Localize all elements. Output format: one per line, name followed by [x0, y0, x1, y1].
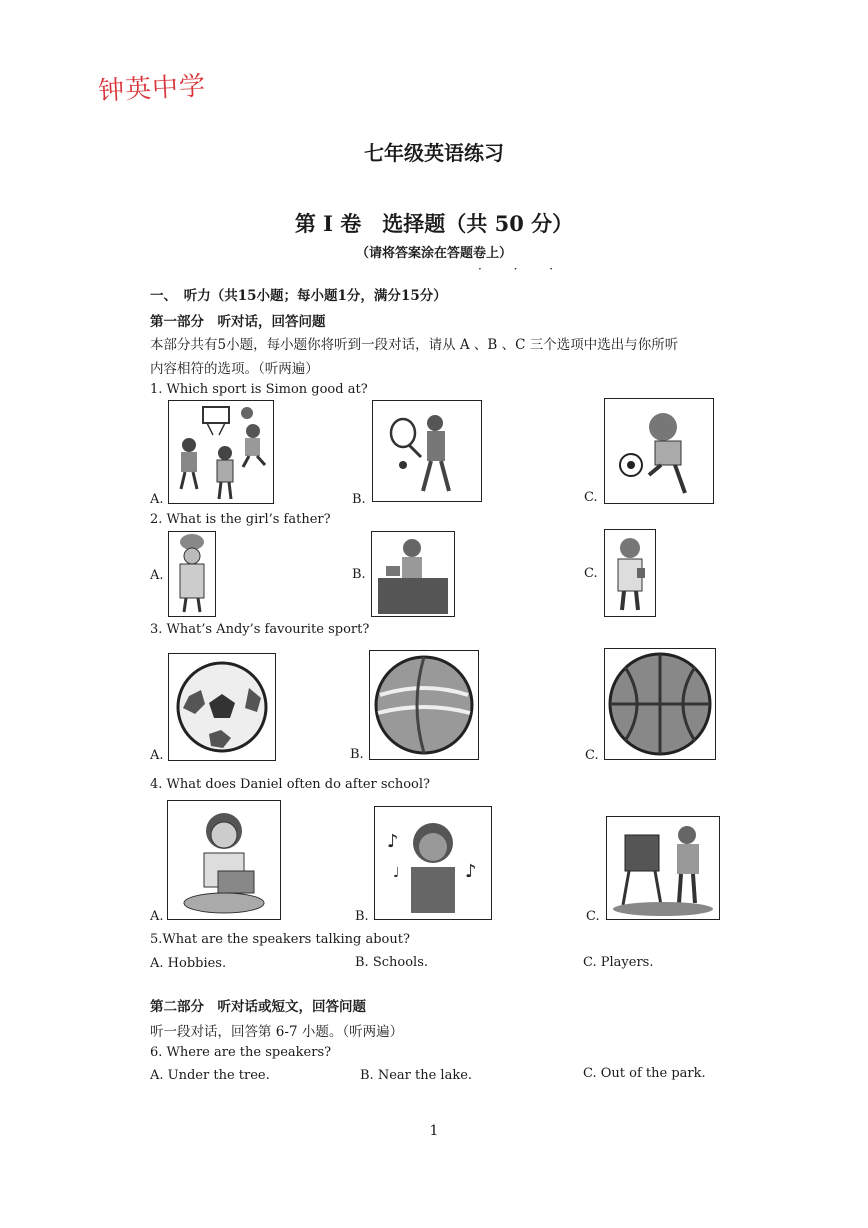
football-player-picture — [604, 398, 714, 504]
volleyball-picture — [369, 650, 479, 760]
cook-picture — [168, 531, 216, 617]
listening-heading: 一、 听力（共15小题；每小题1分，满分15分） — [150, 288, 447, 304]
part2-instruction: 听一段对话，回答第 6-7 小题。（听两遍） — [150, 1024, 404, 1040]
q1-option-b-label: B. — [352, 492, 366, 507]
school-name-handwritten: 钟英中学 — [97, 71, 207, 107]
q1-option-c-label: C. — [584, 490, 598, 505]
part1-subheading: 第一部分 听对话，回答问题 — [150, 314, 326, 330]
teacher-picture — [371, 531, 455, 617]
question-1: 1. Which sport is Simon good at? — [150, 382, 368, 397]
question-5: 5.What are the speakers talking about? — [150, 932, 410, 947]
question-6: 6. Where are the speakers? — [150, 1045, 332, 1060]
emphasis-dots: · · · — [478, 262, 568, 276]
section-note: （请将答案涂在答题卷上） — [355, 246, 512, 261]
q3-option-c-label: C. — [585, 748, 599, 763]
question-3: 3. What’s Andy’s favourite sport? — [150, 622, 370, 637]
tennis-player-picture — [372, 400, 482, 502]
boy-painting-picture — [606, 816, 720, 920]
q4-option-a-label: A. — [150, 909, 164, 924]
q5-option-c: C. Players. — [583, 955, 654, 970]
football-picture — [168, 653, 276, 761]
q6-option-b: B. Near the lake. — [360, 1068, 473, 1083]
q4-option-c-label: C. — [586, 909, 600, 924]
svg-text:♪: ♪ — [465, 861, 477, 882]
q5-option-b: B. Schools. — [355, 955, 428, 970]
q6-option-a: A. Under the tree. — [150, 1068, 270, 1083]
q2-option-b-label: B. — [352, 567, 366, 582]
svg-text:♪: ♪ — [387, 831, 399, 852]
question-4: 4. What does Daniel often do after school? — [150, 777, 430, 792]
basketball-players-picture — [168, 400, 274, 504]
q6-option-c: C. Out of the park. — [583, 1066, 706, 1081]
q1-option-a-label: A. — [150, 492, 164, 507]
q4-option-b-label: B. — [355, 909, 369, 924]
q3-option-a-label: A. — [150, 748, 164, 763]
part2-subheading: 第二部分 听对话或短文，回答问题 — [150, 999, 366, 1015]
q2-option-a-label: A. — [150, 568, 164, 583]
instruction-line-2: 内容相符的选项。（听两遍） — [150, 361, 319, 377]
basketball-picture — [604, 648, 716, 760]
girl-listening-music-picture — [374, 806, 492, 920]
q5-option-a: A. Hobbies. — [150, 956, 227, 971]
svg-text:♩: ♩ — [393, 865, 400, 881]
page-number: 1 — [429, 1123, 439, 1139]
doctor-picture — [604, 529, 656, 617]
q3-option-b-label: B. — [350, 747, 364, 762]
q2-option-c-label: C. — [584, 566, 598, 581]
instruction-line-1: 本部分共有5小题，每小题你将听到一段对话，请从 A 、B 、C 三个选项中选出与你所听 — [150, 337, 679, 353]
page-title: 七年级英语练习 — [364, 141, 504, 165]
question-2: 2. What is the girl’s father? — [150, 512, 331, 527]
boy-reading-picture — [167, 800, 281, 920]
section-title: 第 I 卷 选择题（共 50 分） — [294, 211, 574, 236]
